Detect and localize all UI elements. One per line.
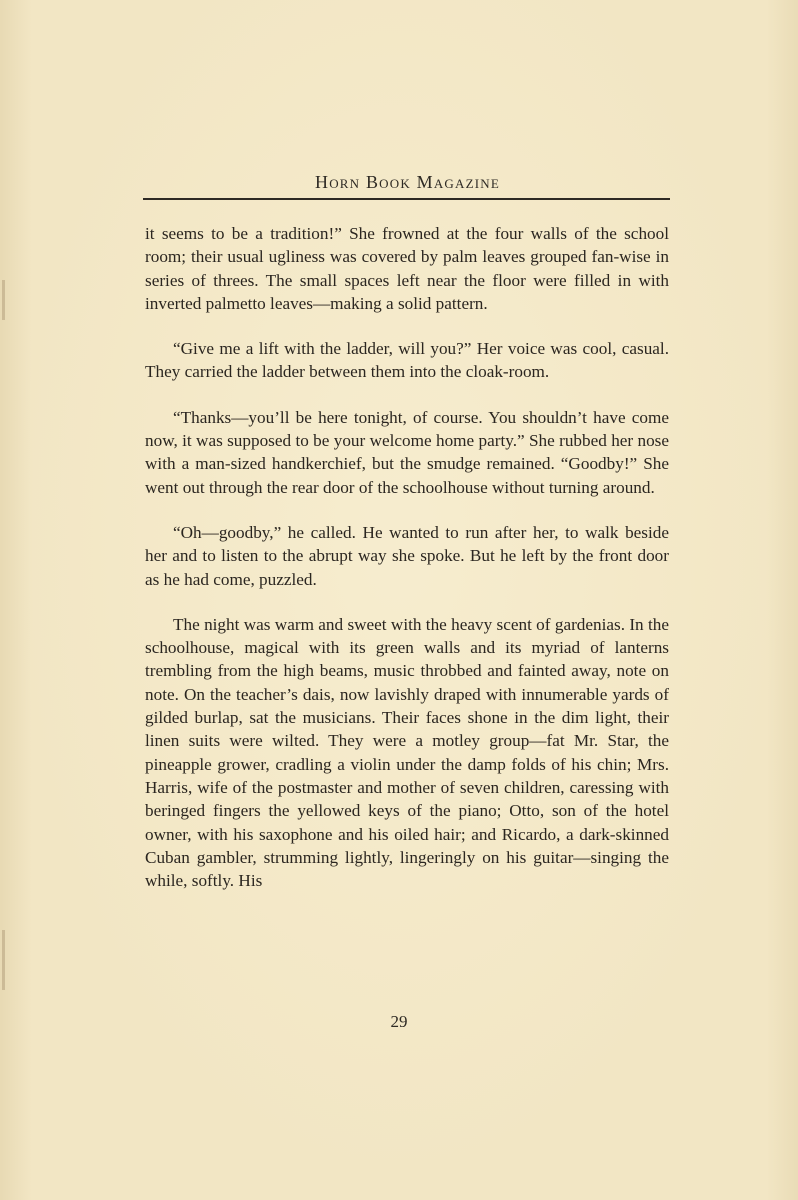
paragraph-2: “Give me a lift with the ladder, will you?” Her voice was cool, casual. They carried the ladder between them into the cloak-room.	[145, 339, 669, 382]
body-text	[145, 222, 669, 914]
page-number: 29	[390, 1012, 408, 1031]
paragraph-4: “Oh—goodby,” he called. He wanted to run after her, to walk beside her and to listen to the abrupt way she spoke. But he left by the front door as he had come, puzzled.	[145, 522, 669, 589]
header-rule	[143, 198, 670, 200]
edge-mark	[2, 930, 5, 990]
paragraph-1: it seems to be a tradition!” She frowned at the four walls of the school room; their usual ugliness was covered by palm leaves grouped fan-wise in series of threes. The small spaces left near the floor were filled in with inverted palmetto leaves—making a solid pattern.	[145, 224, 669, 313]
running-head: Horn Book Magazine	[315, 172, 500, 192]
paragraph-5: The night was warm and sweet with the heavy scent of gardenias. In the schoolhouse, magical with its green walls and its myriad of lanterns trembling from the high beams, music throbbed and fainted away, note on note. On the teacher’s dais, now lavishly draped with innumerable yards of gilded burlap, sat the musicians. Their faces shone in the dim light, their linen suits were wilted. They were a motley group—fat Mr. Star, the pineapple grower, cradling a violin under the damp folds of his chin; Mrs. Harris, wife of the postmaster and mother of seven children, caressing with beringed fingers the yellowed keys of the piano; Otto, son of the hotel owner, with his saxophone and his oiled hair; and Ricardo, a dark-skinned Cuban gambler, strumming lightly, lingeringly on his guitar—singing the while, softly. His	[145, 614, 669, 891]
edge-mark	[2, 280, 5, 320]
paragraph-3: “Thanks—you’ll be here tonight, of course. You shouldn’t have come now, it was supposed to be your welcome home party.” She rubbed her nose with a man-sized handkerchief, but the smudge remained. “Goodby!” She went out through the rear door of the schoolhouse without turning around.	[145, 407, 669, 497]
